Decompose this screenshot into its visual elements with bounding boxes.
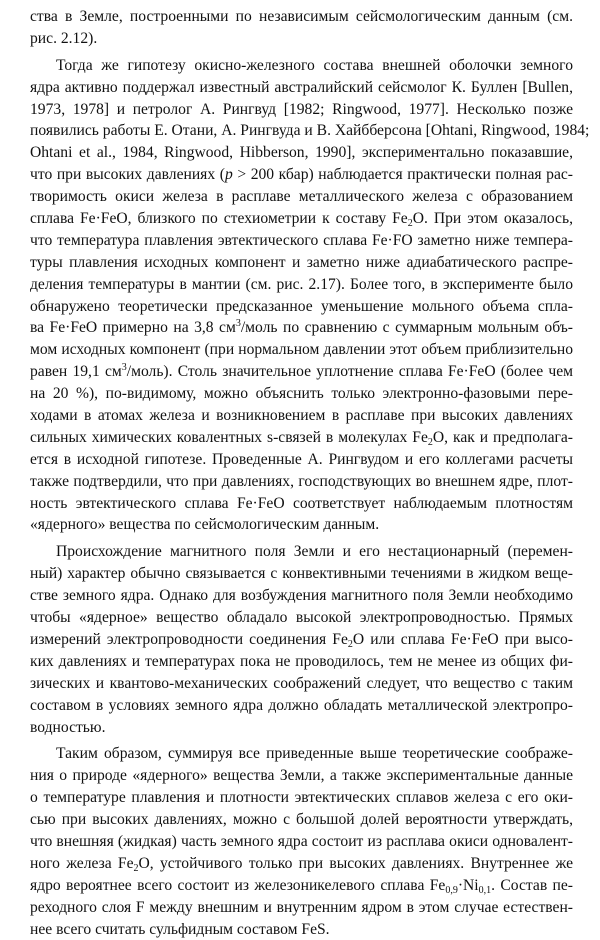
text-line: Ohtani et al., 1984, Ringwood, Hibberson, 1990], экспериментально показавшие, [30,144,573,162]
text-line: также подтвердили, что при давлениях, господствующих во внешнем ядре, плот- [30,472,573,490]
paragraph [30,55,590,537]
text-line: ядро вероятнее всего состоит из железоникелевого сплава $Fe_{0,9}\cdot Ni_{0,1}$. Состав пе- [30,876,573,896]
paragraph [30,6,573,50]
text-line: появились работы Е. Отани, А. Рингвуда и В. Хайбберсона [Ohtani, Ringwood, 1984; [30,122,590,140]
text-line: обнаружено теоретически предсказанное уменьшение мольного объема спла- [30,297,573,315]
text-line: что при высоких давлениях (p > 200 кбар) наблюдается практически полная рас- [30,166,573,184]
document-page [30,6,590,940]
paragraph [30,541,573,738]
text-line: реходного слоя F между внешним и внутренним ядром в этом случае естествен- [30,898,573,916]
text-line: ких давлениях и температурах пока не проводилось, тем не менее из общих фи- [30,652,573,670]
text-line: «ядерного» вещества по сейсмологическим данным. [30,516,380,534]
text-line: водностью. [30,718,106,736]
text-line: зических и квантово-механических соображений следует, что вещество с таким [30,674,573,692]
text-line: 1973, 1978] и петролог А. Рингвуд [1982; Ringwood, 1977]. Несколько позже [30,100,573,118]
text-line: сплава Fe·FeO, близкого по стехиометрии к составу $Fe_2O$. При этом оказалось, [30,210,573,230]
text-line: мом исходных компонент (при нормальном давлении этот объем приблизительно [30,341,573,359]
text-line: чтобы «ядерное» вещество обладало высокой электропроводностью. Прямых [30,609,573,627]
text-line: ется в исходной гипотезе. Проведенные А. Рингвудом и его коллегами расчеты [30,450,573,468]
text-line: ния о природе «ядерного» вещества Земли, а также экспериментальные данные [30,767,573,785]
text-line: ядра активно поддержал известный австралийский сейсмолог К. Буллен [Bullen, [30,78,573,96]
text-line: ходами в атомах железа и возникновением в расплаве при высоких давлениях [30,407,573,425]
text-line: ства в Земле, построенными по независимым сейсмологическим данным (см. [30,8,573,25]
text-line: измерений электропроводности соединения $Fe_2O$ или сплава Fe·FeO при высо- [30,630,573,650]
text-line: творимость окиси железа в расплаве металлического железа с образованием [30,188,573,206]
text-line: Таким образом, суммируя все приведенные выше теоретические соображе- [56,745,573,763]
text-line: рис. 2.12). [30,29,98,47]
text-line: туры плавления исходных компонент и заметно ниже адиабатического распре- [30,253,573,271]
text-line: о температуре плавления и плотности эвтектических сплавов железа с его оки- [30,789,573,807]
text-line: деления температуры в мантии (см. рис. 2.17). Более того, в эксперименте было [30,275,573,293]
text-line: Происхождение магнитного поля Земли и его нестационарный (перемен- [56,543,573,561]
text-line: сью при высоких давлениях, можно с большой долей вероятности утверждать, [30,811,573,829]
text-line: на 20 %), по-видимому, можно объяснить только электронно-фазовыми пере- [30,385,573,403]
text-line: Тогда же гипотезу окисно-железного состава внешней оболочки земного [56,56,573,74]
text-line: составом в условиях земного ядра должно обладать металлической электропро- [30,696,573,714]
text-line: сильных химических ковалентных s-связей в молекулах $Fe_2O$, как и предполага- [30,428,573,448]
text-line: равен 19,1 $см^3/моль$). Столь значительное уплотнение сплава Fe·FeO (более чем [30,362,573,381]
text-line: нее всего считать сульфидным составом FeS. [30,920,330,938]
paragraph [30,743,573,940]
text-line: ный) характер обычно связывается с конвективными течениями в жидком веще- [30,565,573,583]
text-line: ность эвтектического сплава Fe·FeO соответствует наблюдаемым плотностям [30,494,573,512]
text-line: ва Fe·FeO примерно на 3,8 $см^3$/моль по сравнению с суммарным мольным объ- [30,318,574,337]
text-line: стве земного ядра. Однако для возбуждения магнитного поля Земли необходимо [30,587,573,605]
text-line: ного железа $Fe_2O$, устойчивого только при высоких давлениях. Внутреннее же [30,854,573,874]
text-line: что температура плавления эвтектического сплава Fe·FO заметно ниже темпера- [30,231,573,249]
text-line: что внешняя (жидкая) часть земного ядра состоит из расплава окиси одновалент- [30,832,573,850]
